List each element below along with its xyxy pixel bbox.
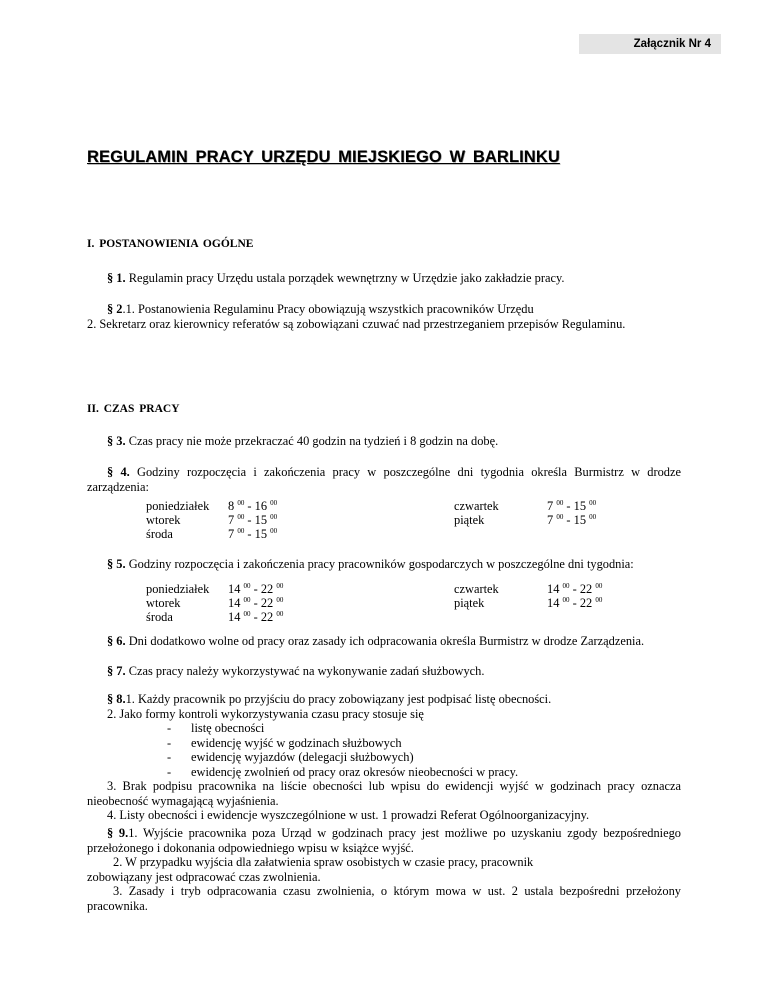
paragraph-4-mark: § 4. <box>107 465 130 479</box>
paragraph-6-mark: § 6. <box>107 634 126 648</box>
schedule-2-days-right <box>454 582 499 610</box>
paragraph-9-line-2: 2. W przypadku wyjścia dla załatwienia spraw osobistych w czasie pracy, pracownik <box>113 855 534 869</box>
section-1-heading: I. POSTANOWIENIA OGÓLNE <box>87 238 254 250</box>
paragraph-8-mark: § 8. <box>107 692 126 706</box>
hours-range: 14 $^{00}$ - 22 $^{00}$ <box>547 596 603 610</box>
list-item: - listę obecności <box>167 721 265 735</box>
day-label: czwartek <box>454 582 499 596</box>
paragraph-9-line-2b: zobowiązany jest odpracować czas zwolnienia. <box>87 869 321 884</box>
document-title: REGULAMIN PRACY URZĘDU MIEJSKIEGO W BARLINKU <box>87 148 560 166</box>
paragraph-2-mark: § 2 <box>107 302 123 316</box>
paragraph-8-line-2: 2. Jako formy kontroli wykorzystywania czasu pracy stosuje się <box>107 706 424 721</box>
paragraph-3-mark: § 3. <box>107 434 126 448</box>
hours-range: 14 $^{00}$ - 22 $^{00}$ <box>547 582 603 596</box>
paragraph-7 <box>87 664 681 679</box>
paragraph-7-mark: § 7. <box>107 664 126 678</box>
section-2-heading: II. CZAS PRACY <box>87 403 180 415</box>
attachment-label: Załącznik Nr 4 <box>579 34 721 54</box>
hours-range: 14 $^{00}$ - 22 $^{00}$ <box>228 582 284 596</box>
schedule-1-hours-right <box>547 499 596 527</box>
paragraph-9-line-1: 1. Wyjście pracownika poza Urząd w godzinach pracy jest możliwe po uzyskaniu zgody bezpośredniego przełożonego i dokonania odpowiedniego wpisu w książce wyjść. <box>87 826 681 855</box>
schedule-1-days-left <box>146 499 209 541</box>
paragraph-6-text: Dni dodatkowo wolne od pracy oraz zasady ich odpracowania określa Burmistrz w drodze Zarządzenia. <box>125 634 645 648</box>
list-item: - ewidencję wyjazdów (delegacji służbowych) <box>167 750 414 764</box>
day-label: piątek <box>454 513 485 527</box>
paragraph-2-line-1: .1. Postanowienia Regulaminu Pracy obowiązują wszystkich pracowników Urzędu <box>122 302 534 316</box>
paragraph-2-line-2: 2. Sekretarz oraz kierownicy referatów są zobowiązani czuwać nad przestrzeganiem przepisów Regulaminu. <box>87 316 626 331</box>
day-label: wtorek <box>146 596 181 610</box>
paragraph-3-text: Czas pracy nie może przekraczać 40 godzin na tydzień i 8 godzin na dobę. <box>125 434 499 448</box>
hours-range: 8 $^{00}$ - 16 $^{00}$ <box>228 499 278 513</box>
paragraph-5 <box>87 557 681 572</box>
schedule-2-days-left <box>146 582 209 624</box>
paragraph-6 <box>87 634 681 649</box>
paragraph-9-mark: § 9. <box>107 826 129 840</box>
day-label: poniedziałek <box>146 499 210 513</box>
day-label: wtorek <box>146 513 181 527</box>
schedule-2-hours-right <box>547 582 602 610</box>
hours-range: 7 $^{00}$ - 15 $^{00}$ <box>547 499 597 513</box>
day-label: poniedziałek <box>146 582 210 596</box>
schedule-1-days-right <box>454 499 499 527</box>
paragraph-8-line-1: 1. Każdy pracownik po przyjściu do pracy zobowiązany jest podpisać listę obecności. <box>125 692 552 706</box>
schedule-1-hours-left <box>228 499 277 541</box>
paragraph-9-line-3: 3. Zasady i tryb odpracowania czasu zwolnienia, o którym mowa w ust. 2 ustala bezpośredni przełożony pracownika. <box>87 884 681 913</box>
hours-range: 7 $^{00}$ - 15 $^{00}$ <box>547 513 597 527</box>
paragraph-8-line-3: 3. Brak podpisu pracownika na liście obecności lub wpisu do ewidencji wyjść w godzinach pracy oznacza nieobecność wymagającą wyjaśnienia. <box>87 779 681 808</box>
hours-range: 14 $^{00}$ - 22 $^{00}$ <box>228 596 284 610</box>
list-item: - ewidencję wyjść w godzinach służbowych <box>167 735 402 750</box>
paragraph-3 <box>87 434 681 449</box>
paragraph-9 <box>87 826 681 913</box>
day-label: środa <box>146 527 173 541</box>
paragraph-7-text: Czas pracy należy wykorzystywać na wykonywanie zadań służbowych. <box>125 664 485 678</box>
paragraph-2 <box>87 302 681 331</box>
schedule-2-hours-left <box>228 582 283 624</box>
hours-range: 7 $^{00}$ - 15 $^{00}$ <box>228 527 278 541</box>
paragraph-1 <box>87 271 681 286</box>
paragraph-4 <box>87 465 681 494</box>
hours-range: 14 $^{00}$ - 22 $^{00}$ <box>228 610 284 624</box>
day-label: środa <box>146 610 173 624</box>
day-label: czwartek <box>454 499 499 513</box>
paragraph-1-text: Regulamin pracy Urzędu ustala porządek wewnętrzny w Urzędzie jako zakładzie pracy. <box>125 271 565 285</box>
paragraph-1-mark: § 1. <box>107 271 126 285</box>
paragraph-5-text: Godziny rozpoczęcia i zakończenia pracy pracowników gospodarczych w poszczególne dni tygodnia: <box>125 557 634 571</box>
list-item: - ewidencję zwolnień od pracy oraz okresów nieobecności w pracy. <box>167 764 519 779</box>
hours-range: 7 $^{00}$ - 15 $^{00}$ <box>228 513 278 527</box>
paragraph-8-line-4: 4. Listy obecności i ewidencje wyszczególnione w ust. 1 prowadzi Referat Ogólnoorganizacyjny. <box>107 808 590 822</box>
paragraph-4-text: Godziny rozpoczęcia i zakończenia pracy w poszczególne dni tygodnia określa Burmistrz w drodze zarządzenia: <box>87 465 681 494</box>
paragraph-8 <box>87 692 681 823</box>
paragraph-5-mark: § 5. <box>107 557 126 571</box>
day-label: piątek <box>454 596 485 610</box>
